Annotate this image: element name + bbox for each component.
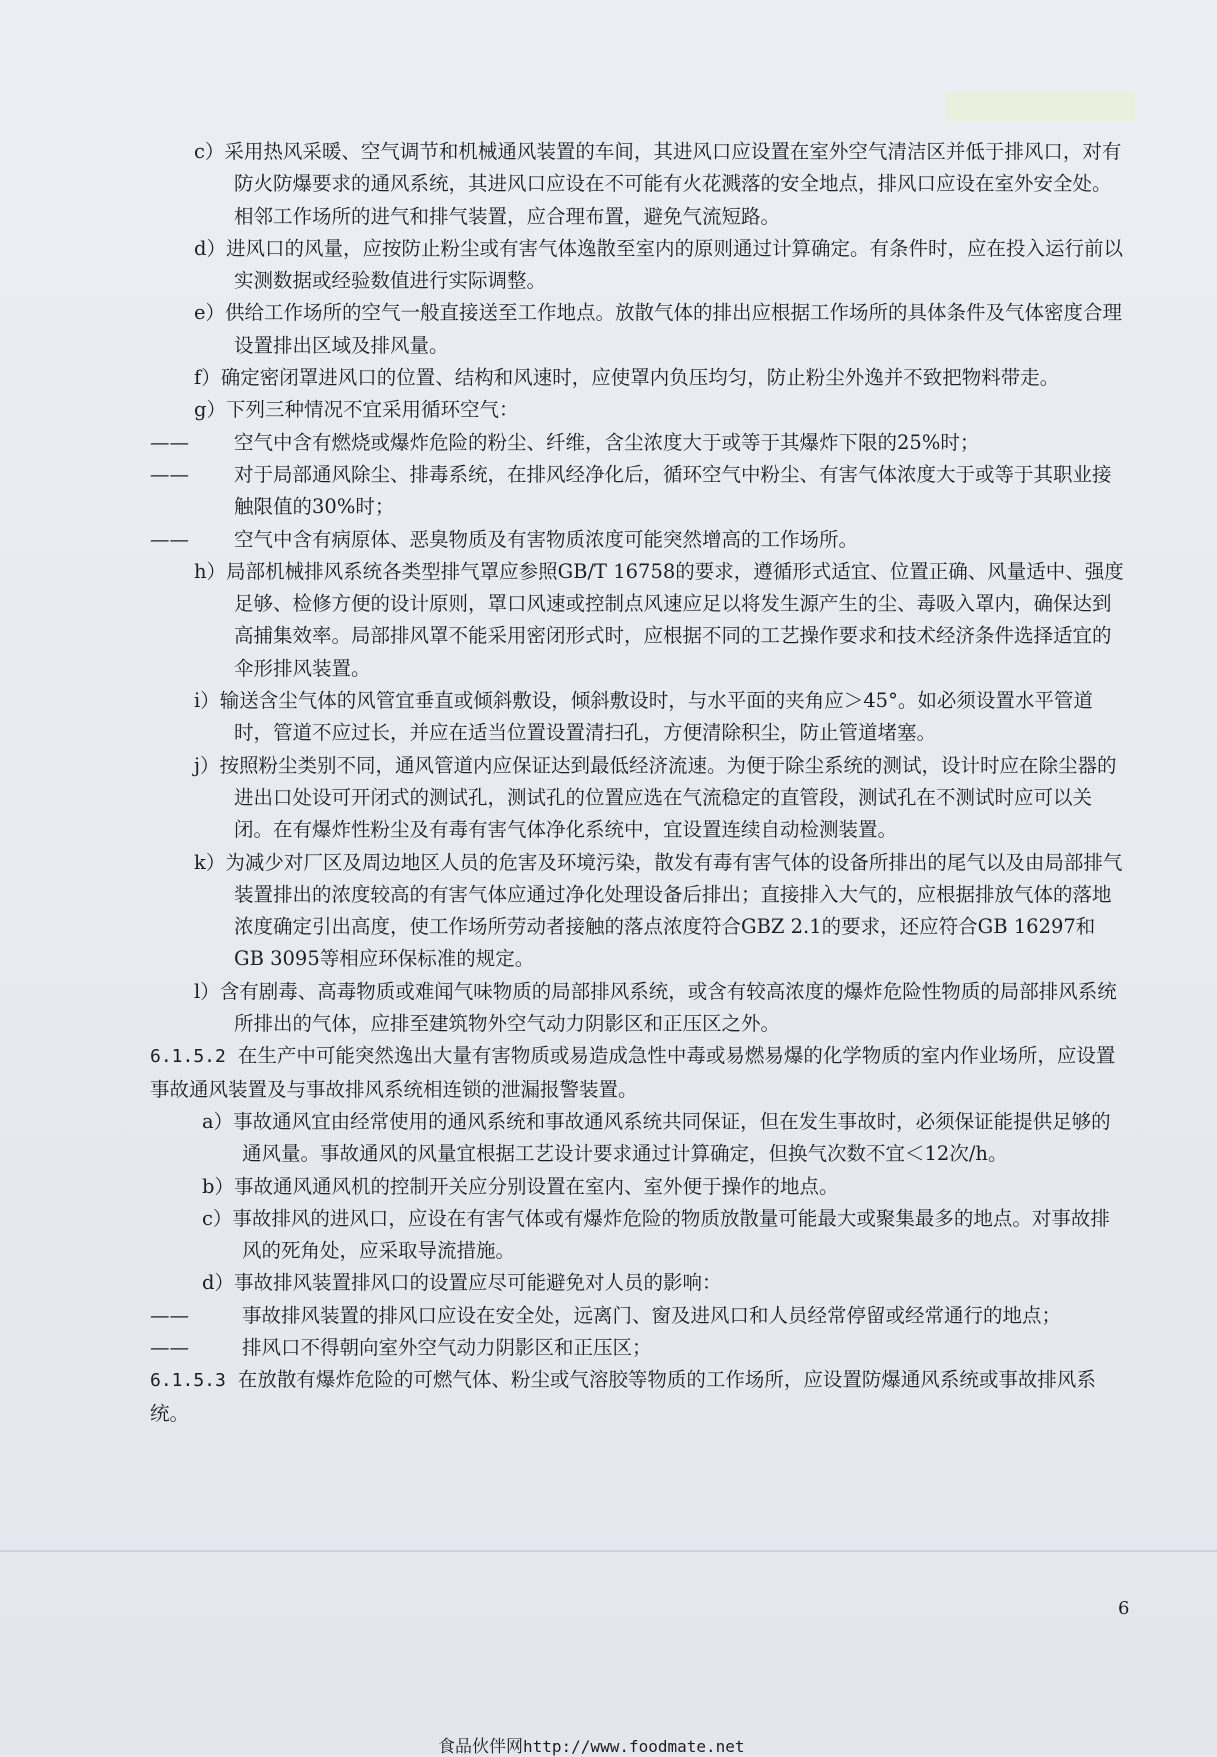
list-item-d2: d）事故排风装置排风口的设置应尽可能避免对人员的影响： (202, 1271, 722, 1295)
list-item-l: l）含有剧毒、高毒物质或难闻气味物质的局部排风系统，或含有较高浓度的爆炸危险性物质的局部排风系统所排出的气体，应排至建筑物外空气动力阴影区和正压区之外。 (194, 979, 1117, 1036)
list-item-c: c）采用热风采暖、空气调节和机械通风装置的车间，其进风口应设置在室外空气清洁区并低于排风口，对有防火防爆要求的通风系统，其进风口应设在不可能有火花溅落的安全地点，排风口应设在室外安全处。相邻工作场所的进气和排气装置，应合理布置，避免气流短路。 (194, 140, 1122, 228)
dash-item: —— 空气中含有病原体、恶臭物质及有害物质浓度可能突然增高的工作场所。 (150, 527, 859, 551)
list-item-g: g）下列三种情况不宜采用循环空气： (194, 398, 519, 422)
list-item-j: j）按照粉尘类别不同，通风管道内应保证达到最低经济流速。为便于除尘系统的测试，设计时应在除尘器的进出口处设可开闭式的测试孔，测试孔的位置应选在气流稳定的直管段，测试孔在不测试时应可以关闭。在有爆炸性粉尘及有毒有害气体净化系统中，宜设置连续自动检测装置。 (194, 753, 1117, 842)
footer-url[interactable]: http://www.foodmate.net (523, 1737, 745, 1756)
page-number: 6 (1118, 1598, 1130, 1619)
scan-edge-line (0, 1550, 1217, 1552)
dash-item: —— 事故排风装置的排风口应设在安全处，远离门、窗及进风口和人员经常停留或经常通行的地点； (150, 1303, 1062, 1327)
list-item-c2: c）事故排风的进风口，应设在有害气体或有爆炸危险的物质放散量可能最大或聚集最多的地点。对事故排风的死角处，应采取导流措施。 (202, 1206, 1110, 1263)
page-body (150, 136, 1125, 1430)
list-item-a: a）事故通风宜由经常使用的通风系统和事故通风系统共同保证，但在发生事故时，必须保证能提供足够的通风量。事故通风的风量宜根据工艺设计要求通过计算确定，但换气次数不宜＜12次/h。 (202, 1109, 1111, 1166)
list-item-f: f）确定密闭罩进风口的位置、结构和风速时，应使罩内负压均匀，防止粉尘外逸并不致把物料带走。 (194, 366, 1060, 390)
clause-6-1-5-2: 6.1.5.2 在生产中可能突然逸出大量有害物质或易造成急性中毒或易燃易爆的化学物质的室内作业场所，应设置事故通风装置及与事故排风系统相连锁的泄漏报警装置。 (150, 1044, 1116, 1101)
dash-item: —— 对于局部通风除尘、排毒系统，在排风经净化后，循环空气中粉尘、有害气体浓度大于或等于其职业接触限值的30%时； (150, 462, 1112, 519)
list-item-e: e）供给工作场所的空气一般直接送至工作地点。放散气体的排出应根据工作场所的具体条件及气体密度合理设置排出区域及排风量。 (194, 301, 1123, 357)
list-item-k: k）为减少对厂区及周边地区人员的危害及环境污染，散发有毒有害气体的设备所排出的尾气以及由局部排气装置排出的浓度较高的有害气体应通过净化处理设备后排出；直接排入大气的，应根据排放气体的落地浓度确定引出高度，使工作场所劳动者接触的落点浓度符合GBZ 2.1的要求，还应符合GB 16297和GB 3095等相应环保标准的规定。 (194, 850, 1123, 971)
list-item-d: d）进风口的风量，应按防止粉尘或有害气体逸散至室内的原则通过计算确定。有条件时，应在投入运行前以实测数据或经验数值进行实际调整。 (194, 236, 1123, 293)
list-item-i: i）输送含尘气体的风管宜垂直或倾斜敷设，倾斜敷设时，与水平面的夹角应＞45°。如必须设置水平管道时，管道不应过长，并应在适当位置设置清扫孔，方便清除积尘，防止管道堵塞。 (194, 689, 1093, 745)
dash-item: —— 空气中含有燃烧或爆炸危险的粉尘、纤维，含尘浓度大于或等于其爆炸下限的25%时； (150, 430, 980, 454)
dash-item: —— 排风口不得朝向室外空气动力阴影区和正压区； (150, 1335, 652, 1359)
list-item-b: b）事故通风通风机的控制开关应分别设置在室内、室外便于操作的地点。 (202, 1174, 839, 1198)
clause-6-1-5-3: 6.1.5.3 在放散有爆炸危险的可燃气体、粉尘或气溶胶等物质的工作场所，应设置防爆通风系统或事故排风系统。 (150, 1368, 1096, 1425)
list-item-h: h）局部机械排风系统各类型排气罩应参照GB/T 16758的要求，遵循形式适宜、位置正确、风量适中、强度足够、检修方便的设计原则，罩口风速或控制点风速应足以将发生源产生的尘、毒吸入罩内，确保达到高捕集效率。局部排风罩不能采用密闭形式时，应根据不同的工艺操作要求和技术经济条件选择适宜的伞形排风装置。 (194, 559, 1124, 680)
highlight-mark (945, 92, 1135, 122)
footer-watermark (438, 1732, 745, 1757)
footer-site: 食品伙伴网 (438, 1737, 523, 1757)
